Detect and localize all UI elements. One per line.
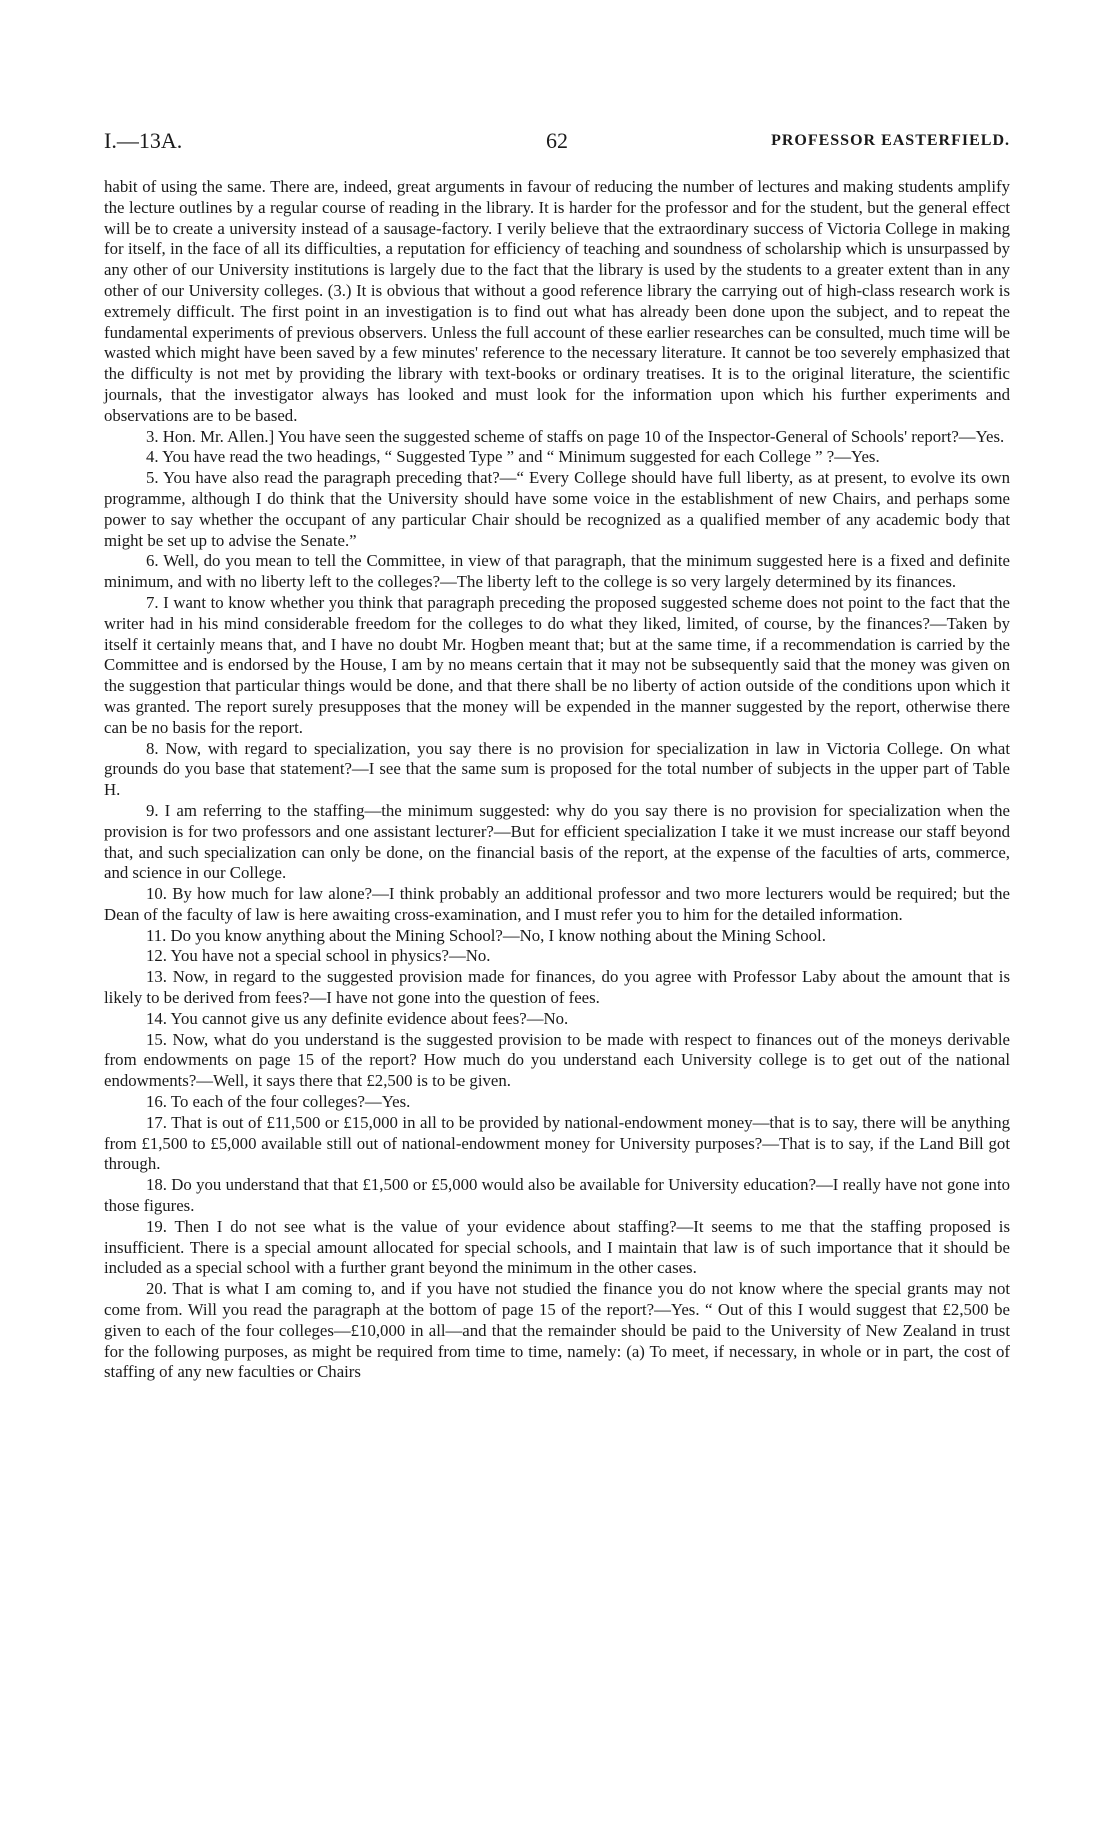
page-header (104, 128, 1010, 158)
question-6: 6. Well, do you mean to tell the Committee, in view of that paragraph, that the minimum suggested here is a fixed and definite minimum, and with no liberty left to the colleges?—The liberty left to the college is so very largely determined by its finances. (104, 551, 1010, 592)
question-18: 18. Do you understand that that £1,500 or £5,000 would also be available for University education?—I really have not gone into those figures. (104, 1175, 1010, 1216)
question-14: 14. You cannot give us any definite evidence about fees?—No. (146, 1008, 569, 1028)
question-19: 19. Then I do not see what is the value of your evidence about staffing?—It seems to me that the staffing proposed is insufficient. There is a special amount allocated for special schools, and I maintain that law is of such importance that it should be included as a special school with a further grant beyond the minimum in the other cases. (104, 1216, 1010, 1278)
report-reference: I.—13A. (104, 128, 183, 153)
question-11: 11. Do you know anything about the Mining School?—No, I know nothing about the Mining School. (146, 925, 826, 945)
question-15: 15. Now, what do you understand is the suggested provision to be made with respect to finances out of the moneys derivable from endowments on page 15 of the report? How much do you understand each University college is to get out of the national endowments?—Well, it says there that £2,500 is to be given. (104, 1029, 1010, 1091)
question-4: 4. You have read the two headings, “ Suggested Type ” and “ Minimum suggested for each College ” ?—Yes. (146, 447, 880, 467)
question-8: 8. Now, with regard to specialization, you say there is no provision for specialization in law in Victoria College. On what grounds do you base that statement?—I see that the same sum is proposed for the total number of subjects in the upper part of Table H. (104, 738, 1010, 800)
question-13: 13. Now, in regard to the suggested provision made for finances, do you agree with Professor Laby about the amount that is likely to be derived from fees?—I have not gone into the question of fees. (104, 967, 1010, 1008)
question-3: 3. Hon. Mr. Allen.] You have seen the suggested scheme of staffs on page 10 of the Inspector-General of Schools' report?—Yes. (146, 426, 1005, 446)
document-body (104, 177, 1010, 1383)
question-5: 5. You have also read the paragraph preceding that?—“ Every College should have full liberty, as at present, to evolve its own programme, although I do think that the University should have some voice in the establishment of new Chairs, and perhaps some power to say whether the occupant of any particular Chair should be recognized as a qualified member of any academic body that might be set up to advise the Senate.” (104, 468, 1010, 550)
witness-name: PROFESSOR EASTERFIELD. (771, 132, 1010, 149)
question-9: 9. I am referring to the staffing—the minimum suggested: why do you say there is no provision for specialization when the provision is for two professors and one assistant lecturer?—But for efficient specialization I take it we must increase our staff beyond that, and such specialization can only be done, on the financial basis of the report, at the expense of the faculties of arts, commerce, and science in our College. (104, 800, 1010, 883)
question-17: 17. That is out of £11,500 or £15,000 in all to be provided by national-endowment money—that is to say, there will be anything from £1,500 to £5,000 available still out of national-endowment money for University purposes?—That is to say, if the Land Bill got through. (104, 1112, 1010, 1174)
question-10: 10. By how much for law alone?—I think probably an additional professor and two more lecturers would be required; but the Dean of the faculty of law is here awaiting cross-examination, and I must refer you to him for the detailed information. (104, 884, 1010, 924)
question-20: 20. That is what I am coming to, and if you have not studied the finance you do not know where the special grants may not come from. Will you read the paragraph at the bottom of page 15 of the report?—Yes. “ Out of this I would suggest that £2,500 be given to each of the four colleges—£10,000 in all—and that the remainder should be paid to the University of New Zealand in trust for the following purposes, as might be required from time to time, namely: (a) To meet, if necessary, in whole or in part, the cost of staffing of any new faculties or Chairs (104, 1279, 1010, 1382)
paragraph-continuation: habit of using the same. There are, indeed, great arguments in favour of reducing the number of lectures and making students amplify the lecture outlines by a regular course of reading in the library. It is harder for the professor and for the student, but the general effect will be to create a university instead of a sausage-factory. I verily believe that the extraordinary success of Victoria College in making for itself, in the face of all its difficulties, a reputation for efficiency of teaching and soundness of scholarship which is unsurpassed by any other of our University institutions is largely due to the fact that the library is used by the students to a greater extent than in any other of our University colleges. (3.) It is obvious that without a good reference library the carrying out of high-class research work is extremely difficult. The first point in an investigation is to find out what has already been done upon the subject, and to repeat the fundamental experiments of previous observers. Unless the full account of these earlier researches can be consulted, much time will be wasted which might have been saved by a few minutes' reference to the necessary literature. It cannot be too severely emphasized that the difficulty is not met by providing the library with text-books or ordinary treatises. It is to the original literature, the scientific journals, that the investigator always has looked and must look for the information upon which his further experiments and observations are to be based. (104, 177, 1010, 425)
question-16: 16. To each of the four colleges?—Yes. (146, 1092, 411, 1112)
question-7: 7. I want to know whether you think that paragraph preceding the proposed suggested scheme does not point to the fact that the writer had in his mind considerable freedom for the colleges to do what they liked, limited, of course, by the finances?—Taken by itself it certainly means that, and I have no doubt Mr. Hogben meant that; but at the same time, if a recommendation is carried by the Committee and is endorsed by the House, I am by no means certain that it may not be subsequently said that the money was given on the suggestion that particular things would be done, and that there shall be no liberty of action outside of the conditions upon which it was granted. The report surely presupposes that the money will be expended in the manner suggested by the report, otherwise there can be no basis for the report. (104, 592, 1010, 737)
page-number: 62 (546, 128, 568, 153)
question-12: 12. You have not a special school in physics?—No. (146, 946, 491, 966)
